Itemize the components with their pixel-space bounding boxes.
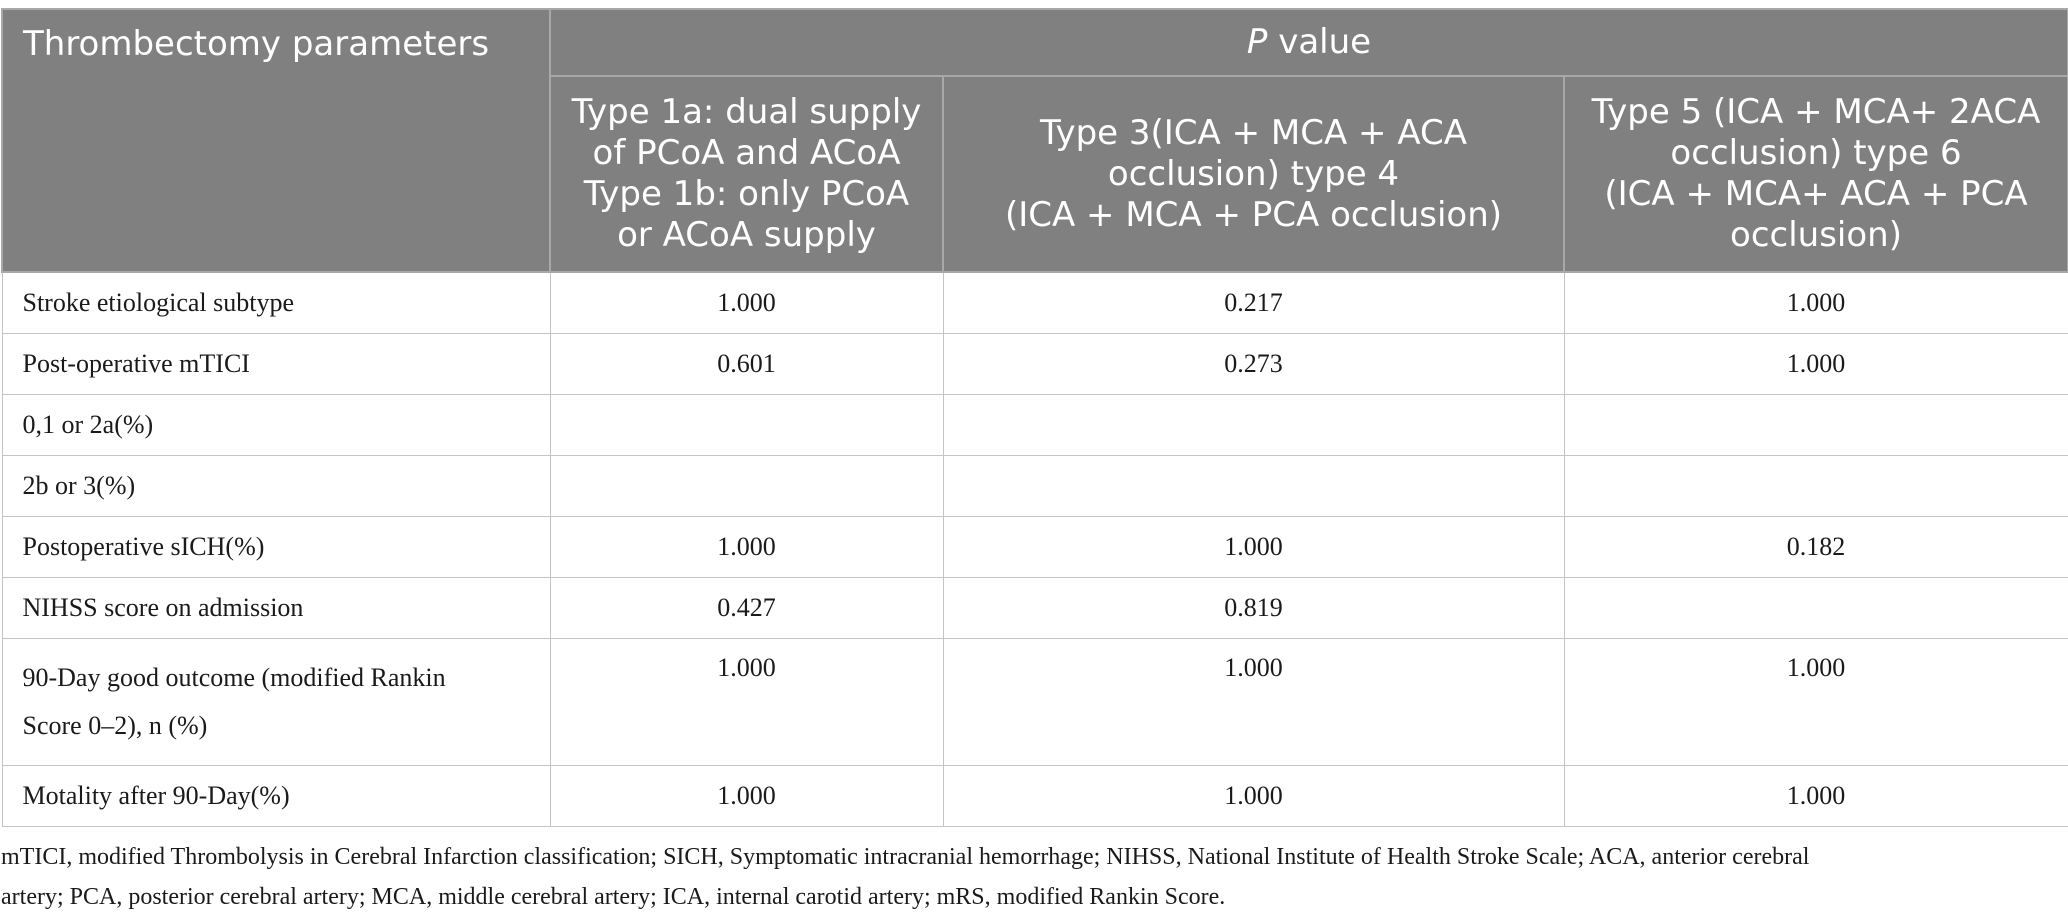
cell-type-3-4: 1.000 <box>943 639 1564 766</box>
cell-type-3-4 <box>943 395 1564 456</box>
table-row <box>2 395 2068 456</box>
table-header <box>2 9 2068 272</box>
header-line: Type 1b: only PCoA <box>583 174 910 214</box>
cell-type-1: 0.427 <box>550 578 943 639</box>
footnote-line: mTICI, modified Thrombolysis in Cerebral Infarction classification; SICH, Symptomatic intracranial hemorrhage; NIHSS, National Institute of Health Stroke Scale; ACA, anterior cerebral <box>1 844 1810 870</box>
table-container <box>1 8 2067 917</box>
header-line: Type 3(ICA + MCA + ACA <box>1039 112 1468 153</box>
row-label-line: Score 0–2), n (%) <box>22 711 208 740</box>
cell-type-3-4: 1.000 <box>943 766 1564 827</box>
table-row <box>2 334 2068 395</box>
header-line: Type 5 (ICA + MCA+ 2ACA <box>1591 92 2041 132</box>
cell-type-5-6: 1.000 <box>1564 272 2068 334</box>
header-p-value <box>550 9 2068 76</box>
cell-type-3-4: 0.819 <box>943 578 1564 639</box>
cell-type-5-6: 1.000 <box>1564 639 2068 766</box>
p-value-italic: P <box>1246 22 1268 62</box>
cell-type-5-6 <box>1564 456 2068 517</box>
row-label: Motality after 90-Day(%) <box>2 766 550 827</box>
p-value-text: value <box>1267 22 1372 62</box>
header-line: Type 1a: dual supply <box>571 92 922 132</box>
cell-type-5-6 <box>1564 395 2068 456</box>
header-line: (ICA + MCA+ ACA + PCA <box>1604 174 2028 214</box>
table-row <box>2 456 2068 517</box>
cell-type-1: 1.000 <box>550 272 943 334</box>
cell-type-5-6 <box>1564 578 2068 639</box>
row-label: Post-operative mTICI <box>2 334 550 395</box>
cell-type-1: 1.000 <box>550 517 943 578</box>
footnote-line: artery; PCA, posterior cerebral artery; MCA, middle cerebral artery; ICA, internal carotid artery; mRS, modified Rankin Score. <box>1 884 1226 910</box>
row-label: NIHSS score on admission <box>2 578 550 639</box>
header-line: (ICA + MCA + PCA occlusion) <box>1004 194 1503 235</box>
header-line: occlusion) type 6 <box>1670 133 1962 173</box>
cell-type-1 <box>550 456 943 517</box>
table-row <box>2 766 2068 827</box>
cell-type-3-4 <box>943 456 1564 517</box>
row-label: Stroke etiological subtype <box>2 272 550 334</box>
row-label: Postoperative sICH(%) <box>2 517 550 578</box>
header-line: or ACoA supply <box>617 215 876 255</box>
header-line: occlusion) <box>1730 215 1902 255</box>
cell-type-3-4: 0.217 <box>943 272 1564 334</box>
table-row <box>2 272 2068 334</box>
row-label: 2b or 3(%) <box>2 456 550 517</box>
cell-type-5-6: 0.182 <box>1564 517 2068 578</box>
header-type-3-4 <box>943 76 1564 272</box>
row-label-line: 90-Day good outcome (modified Rankin <box>22 663 446 692</box>
header-type-1 <box>550 76 943 272</box>
p-value-table <box>1 8 2068 827</box>
cell-type-5-6: 1.000 <box>1564 766 2068 827</box>
cell-type-5-6: 1.000 <box>1564 334 2068 395</box>
cell-type-3-4: 0.273 <box>943 334 1564 395</box>
table-row <box>2 639 2068 766</box>
table-footnote <box>1 837 2061 917</box>
row-label: 0,1 or 2a(%) <box>2 395 550 456</box>
header-type-5-6 <box>1564 76 2068 272</box>
table-body <box>2 272 2068 827</box>
header-line: of PCoA and ACoA <box>592 133 901 173</box>
cell-type-1: 1.000 <box>550 639 943 766</box>
table-row <box>2 517 2068 578</box>
cell-type-3-4: 1.000 <box>943 517 1564 578</box>
header-line: occlusion) type 4 <box>1107 153 1400 194</box>
cell-type-1 <box>550 395 943 456</box>
table-row <box>2 578 2068 639</box>
row-label <box>2 639 550 766</box>
cell-type-1: 1.000 <box>550 766 943 827</box>
header-thrombectomy-parameters: Thrombectomy parameters <box>2 9 550 272</box>
cell-type-1: 0.601 <box>550 334 943 395</box>
